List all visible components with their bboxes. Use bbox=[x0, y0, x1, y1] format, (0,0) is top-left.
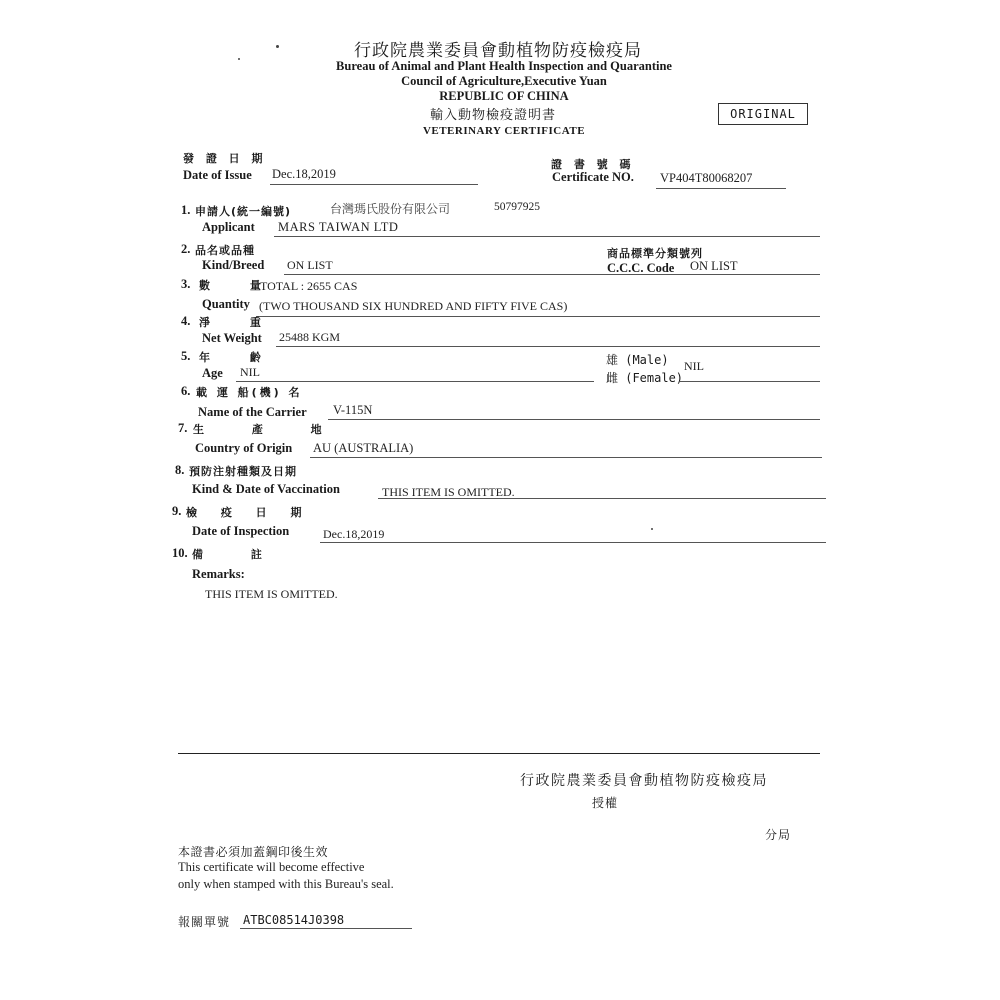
age-value: NIL bbox=[240, 365, 260, 379]
female-label: 雌 (Female) bbox=[606, 371, 684, 385]
field-8-number: 8. bbox=[175, 463, 185, 477]
vaccination-label: Kind & Date of Vaccination bbox=[192, 482, 340, 496]
applicant-label: Applicant bbox=[202, 220, 255, 234]
field-9-number: 9. bbox=[172, 504, 182, 518]
vaccination-underline bbox=[378, 498, 826, 499]
quantity-underline bbox=[256, 316, 820, 317]
age-label: Age bbox=[202, 366, 223, 380]
quantity-label-cn: 數 量 bbox=[199, 279, 279, 292]
inspection-underline bbox=[320, 542, 826, 543]
remarks-value: THIS ITEM IS OMITTED. bbox=[205, 587, 338, 601]
seal-note-cn: 本證書必須加蓋鋼印後生效 bbox=[178, 845, 329, 859]
kind-label-cn: 品名或品種 bbox=[195, 244, 255, 257]
cert-no-value: VP404T80068207 bbox=[660, 171, 753, 185]
declaration-no-value: ATBC08514J0398 bbox=[243, 913, 345, 927]
footer-agency-cn: 行政院農業委員會動植物防疫檢疫局 bbox=[520, 773, 768, 789]
agency-title-cn: 行政院農業委員會動植物防疫檢疫局 bbox=[354, 41, 642, 61]
field-3-number: 3. bbox=[181, 277, 191, 291]
signature-divider bbox=[178, 753, 820, 754]
applicant-id-value: 50797925 bbox=[494, 201, 540, 213]
vaccination-value: THIS ITEM IS OMITTED. bbox=[382, 485, 515, 499]
male-label: 雄 (Male) bbox=[606, 353, 669, 367]
cert-no-underline bbox=[656, 188, 786, 189]
document-title-cn: 輸入動物檢疫證明書 bbox=[430, 108, 557, 123]
issue-date-value: Dec.18,2019 bbox=[272, 167, 336, 181]
remarks-label-cn: 備 註 bbox=[192, 548, 284, 561]
remarks-label: Remarks: bbox=[192, 567, 245, 581]
declaration-no-underline bbox=[240, 928, 412, 929]
sex-value: NIL bbox=[684, 359, 704, 373]
authorized-cn: 授權 bbox=[592, 796, 619, 810]
ccc-code-label: C.C.C. Code bbox=[607, 261, 675, 275]
origin-label-cn: 生 產 地 bbox=[193, 423, 344, 436]
scan-speck bbox=[276, 45, 279, 48]
issue-date-label-cn: 發 證 日 期 bbox=[183, 152, 267, 165]
carrier-label: Name of the Carrier bbox=[198, 405, 307, 419]
ccc-code-value: ON LIST bbox=[690, 259, 738, 273]
cert-no-label: Certificate NO. bbox=[552, 170, 634, 184]
net-weight-label: Net Weight bbox=[202, 331, 262, 345]
inspection-label: Date of Inspection bbox=[192, 524, 290, 538]
issue-date-label: Date of Issue bbox=[183, 168, 252, 182]
field-5-number: 5. bbox=[181, 349, 191, 363]
origin-underline bbox=[310, 457, 822, 458]
age-underline bbox=[236, 381, 594, 382]
age-label-cn: 年 齡 bbox=[199, 351, 279, 364]
kind-underline bbox=[284, 274, 820, 275]
quantity-words-value: (TWO THOUSAND SIX HUNDRED AND FIFTY FIVE CAS) bbox=[259, 299, 568, 313]
carrier-underline bbox=[328, 419, 820, 420]
quantity-total-value: TOTAL : 2655 CAS bbox=[260, 279, 358, 293]
scan-speck bbox=[651, 528, 653, 530]
declaration-no-label-cn: 報關單號 bbox=[178, 915, 231, 929]
applicant-underline bbox=[274, 236, 820, 237]
origin-label: Country of Origin bbox=[195, 441, 293, 455]
inspection-label-cn: 檢 疫 日 期 bbox=[186, 506, 312, 519]
inspection-value: Dec.18,2019 bbox=[323, 527, 385, 541]
ccc-code-label-cn: 商品標準分類號列 bbox=[607, 247, 703, 260]
document-title-en: VETERINARY CERTIFICATE bbox=[422, 125, 586, 137]
kind-value: ON LIST bbox=[287, 258, 333, 272]
applicant-value: MARS TAIWAN LTD bbox=[278, 220, 399, 234]
applicant-value-cn: 台灣瑪氏股份有限公司 bbox=[330, 202, 451, 216]
carrier-label-cn: 載 運 船(機) 名 bbox=[196, 386, 303, 399]
cert-no-label-cn: 證 書 號 碼 bbox=[551, 158, 635, 171]
carrier-value: V-115N bbox=[333, 403, 373, 417]
field-10-number: 10. bbox=[172, 546, 188, 560]
seal-note-en-line2: only when stamped with this Bureau's seal. bbox=[178, 877, 394, 891]
seal-note-en-line1: This certificate will become effective bbox=[178, 860, 365, 874]
net-weight-underline bbox=[276, 346, 820, 347]
issue-date-underline bbox=[270, 184, 478, 185]
kind-label: Kind/Breed bbox=[202, 258, 265, 272]
vaccination-label-cn: 預防注射種類及日期 bbox=[189, 465, 297, 478]
field-4-number: 4. bbox=[181, 314, 191, 328]
bureau-title-en: Bureau of Animal and Plant Health Inspection and Quarantine bbox=[336, 59, 672, 73]
origin-value: AU (AUSTRALIA) bbox=[313, 441, 414, 455]
country-title-en: REPUBLIC OF CHINA bbox=[439, 89, 569, 103]
field-7-number: 7. bbox=[178, 421, 188, 435]
field-1-number: 1. bbox=[181, 203, 191, 217]
field-2-number: 2. bbox=[181, 242, 191, 256]
net-weight-label-cn: 淨 重 bbox=[199, 316, 279, 329]
quantity-label: Quantity bbox=[202, 297, 250, 311]
applicant-label-cn: 申請人(統一編號) bbox=[195, 205, 292, 218]
net-weight-value: 25488 KGM bbox=[279, 330, 341, 344]
sex-underline bbox=[680, 381, 820, 382]
branch-office-cn: 分局 bbox=[765, 828, 792, 842]
field-6-number: 6. bbox=[181, 384, 191, 398]
council-title-en: Council of Agriculture,Executive Yuan bbox=[401, 74, 607, 88]
scan-speck bbox=[238, 58, 240, 60]
original-badge: ORIGINAL bbox=[718, 103, 808, 125]
